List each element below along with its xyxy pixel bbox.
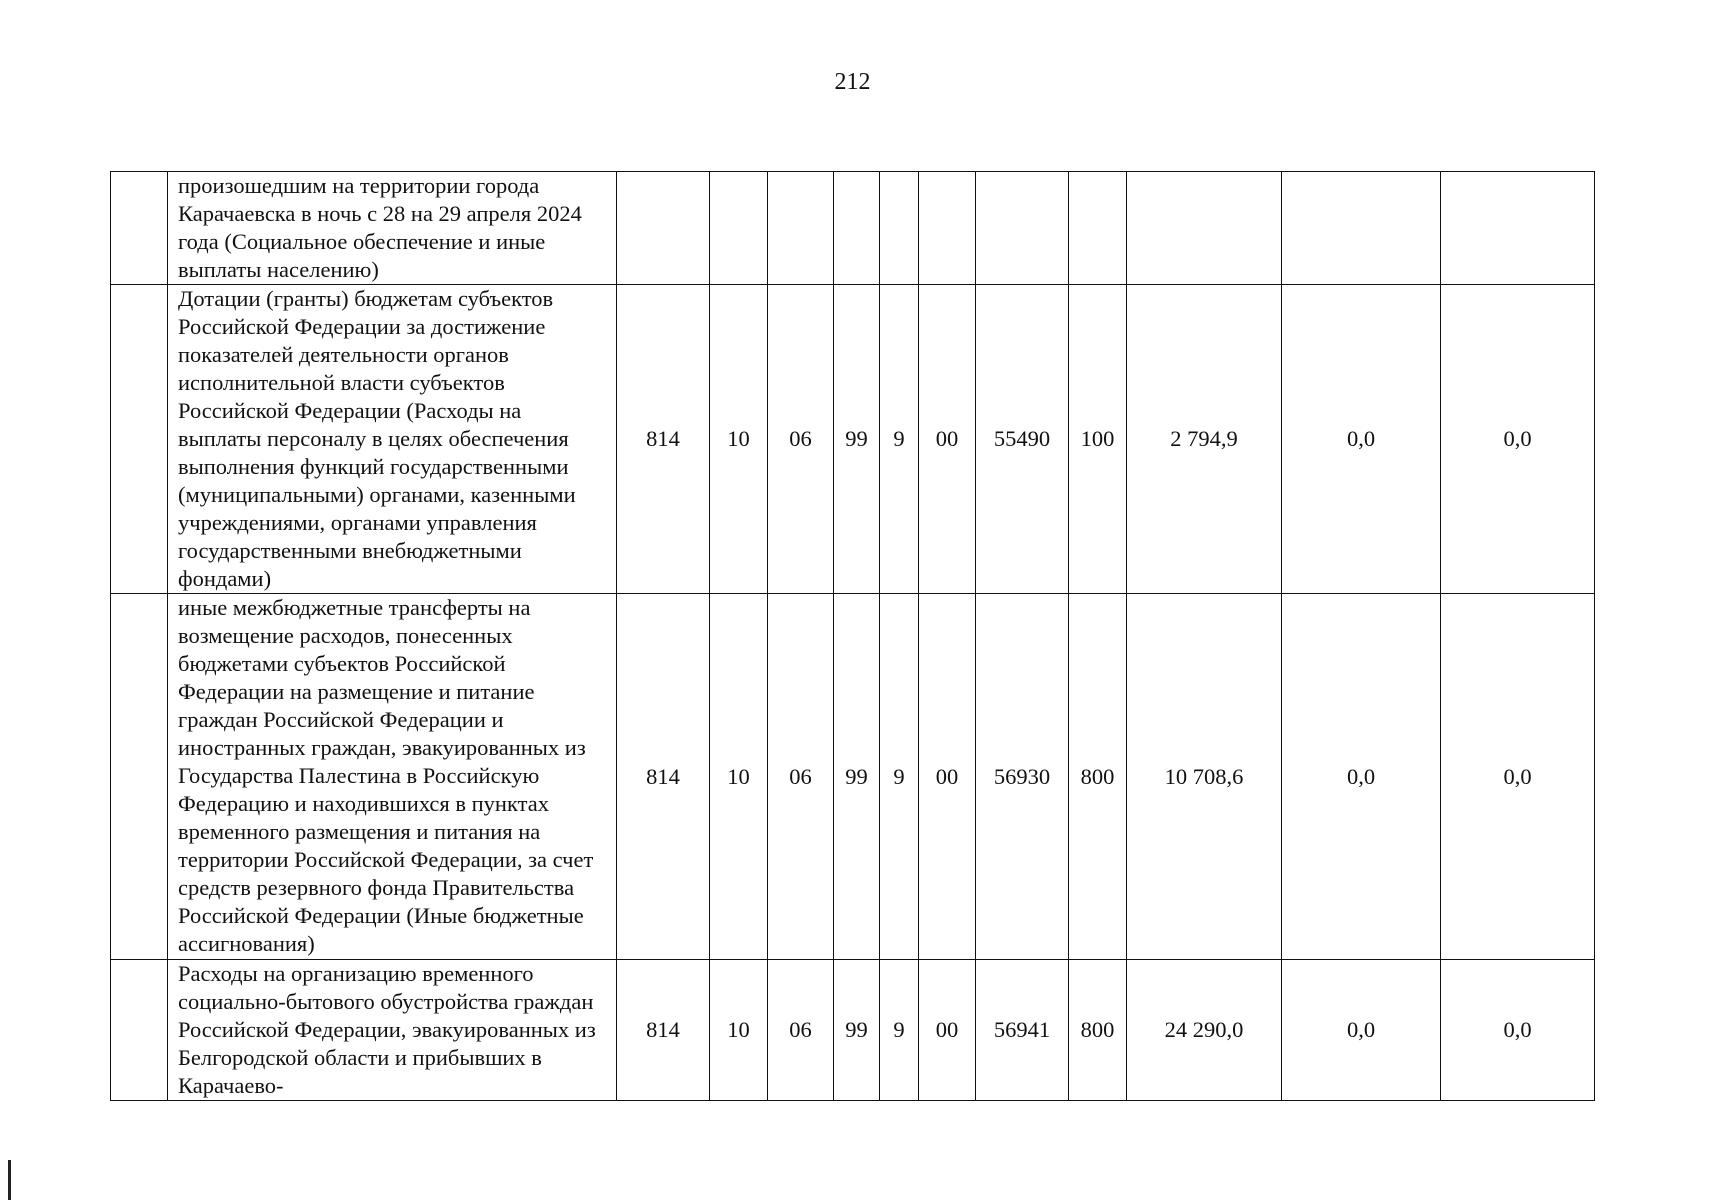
ministry-code-cell: 814 — [617, 594, 710, 960]
table-row — [111, 960, 1595, 1101]
section-code-cell: 10 — [710, 594, 768, 960]
activity-code-cell: 00 — [919, 594, 976, 960]
amount-cell: 10 708,6 — [1127, 594, 1282, 960]
description-cell: Дотации (гранты) бюджетам субъектов Российской Федерации за достижение показателей деятельности органов исполнительной власти субъектов Российской Федерации (Расходы на выплаты персоналу в целях обеспечения выполнения функций государственными (муниципальными) органами, казенными учреждениями, органами управления государственными внебюджетными фондами) — [168, 285, 617, 594]
row-index-cell — [111, 960, 168, 1101]
activity-code-cell — [919, 172, 976, 285]
subsection-code-cell — [768, 172, 834, 285]
amount-cell: 2 794,9 — [1127, 285, 1282, 594]
amount-cell — [1127, 172, 1282, 285]
description-cell: иные межбюджетные трансферты на возмещение расходов, понесенных бюджетами субъектов Российской Федерации на размещение и питание граждан Российской Федерации и иностранных граждан, эвакуированных из Государства Палестина в Российскую Федерацию и находившихся в пунктах временного размещения и питания на территории Российской Федерации, за счет средств резервного фонда Правительства Российской Федерации (Иные бюджетные ассигнования) — [168, 594, 617, 960]
row-index-cell — [111, 594, 168, 960]
amount-cell: 0,0 — [1282, 960, 1441, 1101]
scan-edge-mark — [8, 1160, 11, 1200]
description-cell: произошедшим на территории города Карачаевска в ночь с 28 на 29 апреля 2024 года (Социальное обеспечение и иные выплаты населению) — [168, 172, 617, 285]
budget-table — [110, 171, 1595, 1101]
subprogram-code-cell: 9 — [880, 594, 919, 960]
subprogram-code-cell: 9 — [880, 960, 919, 1101]
section-code-cell — [710, 172, 768, 285]
table-row — [111, 594, 1595, 960]
amount-cell: 0,0 — [1282, 285, 1441, 594]
direction-code-cell — [976, 172, 1069, 285]
amount-cell: 0,0 — [1441, 960, 1595, 1101]
program-code-cell — [834, 172, 880, 285]
amount-cell: 24 290,0 — [1127, 960, 1282, 1101]
subprogram-code-cell — [880, 172, 919, 285]
amount-cell — [1282, 172, 1441, 285]
direction-code-cell: 56930 — [976, 594, 1069, 960]
expense-type-cell — [1069, 172, 1127, 285]
direction-code-cell: 55490 — [976, 285, 1069, 594]
expense-type-cell: 800 — [1069, 960, 1127, 1101]
page-number: 212 — [834, 69, 871, 95]
direction-code-cell: 56941 — [976, 960, 1069, 1101]
table-row — [111, 172, 1595, 285]
expense-type-cell: 100 — [1069, 285, 1127, 594]
program-code-cell: 99 — [834, 285, 880, 594]
amount-cell: 0,0 — [1441, 594, 1595, 960]
amount-cell: 0,0 — [1441, 285, 1595, 594]
row-index-cell — [111, 285, 168, 594]
subsection-code-cell: 06 — [768, 960, 834, 1101]
subprogram-code-cell: 9 — [880, 285, 919, 594]
description-cell: Расходы на организацию временного социально-бытового обустройства граждан Российской Федерации, эвакуированных из Белгородской области и прибывших в Карачаево- — [168, 960, 617, 1101]
section-code-cell: 10 — [710, 960, 768, 1101]
activity-code-cell: 00 — [919, 285, 976, 594]
subsection-code-cell: 06 — [768, 594, 834, 960]
ministry-code-cell: 814 — [617, 285, 710, 594]
row-index-cell — [111, 172, 168, 285]
program-code-cell: 99 — [834, 594, 880, 960]
subsection-code-cell: 06 — [768, 285, 834, 594]
ministry-code-cell: 814 — [617, 960, 710, 1101]
ministry-code-cell — [617, 172, 710, 285]
amount-cell: 0,0 — [1282, 594, 1441, 960]
table-row — [111, 285, 1595, 594]
activity-code-cell: 00 — [919, 960, 976, 1101]
program-code-cell: 99 — [834, 960, 880, 1101]
expense-type-cell: 800 — [1069, 594, 1127, 960]
section-code-cell: 10 — [710, 285, 768, 594]
amount-cell — [1441, 172, 1595, 285]
